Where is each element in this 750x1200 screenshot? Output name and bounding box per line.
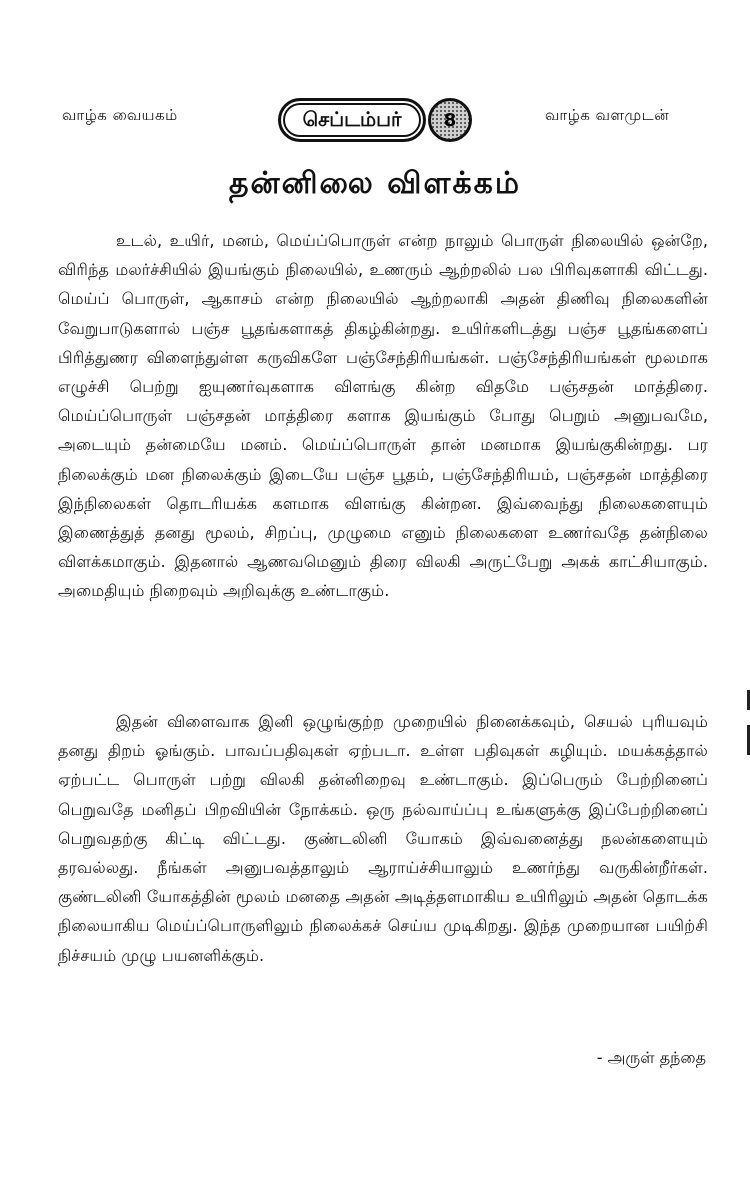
signature: - அருள் தந்தை xyxy=(596,1048,706,1067)
page-title: தன்னிலை விளக்கம் xyxy=(229,166,521,201)
month-label: செப்டம்பர் xyxy=(302,106,402,131)
day-number-circle xyxy=(428,98,472,142)
paragraph-1: உடல், உயிர், மனம், மெய்ப்பொருள் என்ற நாலும் பொருள் நிலையில் ஒன்றே, விரிந்த மலர்ச்சியில் இயங்கும் நிலையில், உணரும் ஆற்றலில் பல பிரிவுகளாகி விட்டது. மெய்ப் பொருள், ஆகாசம் என்ற நிலையில் ஆற்றலாகி அதன் திணிவு நிலைகளின் வேறுபாடுகளால் பஞ்ச பூதங்களாகத் திகழ்கின்றது. உயிர்களிடத்து பஞ்ச பூதங்களைப் பிரித்துணர விளைந்துள்ள கருவிகளே பஞ்சேந்திரியங்கள். பஞ்சேந்திரியங்கள் மூலமாக எழுச்சி பெற்று ஐயுணர்வுகளாக விளங்கு கின்ற விதமே பஞ்சதன் மாத்திரை. மெய்ப்பொருள் பஞ்சதன் மாத்திரை களாக இயங்கும் போது பெறும் அனுபவமே, அடையும் தன்மையே மனம். மெய்ப்பொருள் தான் மனமாக இயங்குகின்றது. பர நிலைக்கும் மன நிலைக்கும் இடையே பஞ்ச பூதம், பஞ்சேந்திரியம், பஞ்சதன் மாத்திரை இந்நிலைகள் தொடரியக்க களமாக விளங்கு கின்றன. இவ்வைந்து நிலைகளையும் இணைத்துத் தனது மூலம், சிறப்பு, முழுமை எனும் நிலைகளை உணர்வதே தன்நிலை விளக்கமாகும். இதனால் ஆணவமெனும் திரை விலகி அருட்பேறு அகக் காட்சியாகும். அமைதியும் நிறைவும் அறிவுக்கு உண்டாகும். xyxy=(58,231,708,601)
paragraph-2: இதன் விளைவாக இனி ஒழுங்குற்ற முறையில் நினைக்கவும், செயல் புரியவும் தனது திறம் ஓங்கும். பாவப்பதிவுகள் ஏற்படா. உள்ள பதிவுகள் கழியும். மயக்கத்தால் ஏற்பட்ட பொருள் பற்று விலகி தன்னிறைவு உண்டாகும். இப்பெரும் பேற்றினைப் பெறுவதே மனிதப் பிறவியின் நோக்கம். ஒரு நல்வாய்ப்பு உங்களுக்கு இப்பேற்றினைப் பெறுவதற்கு கிட்டி விட்டது. குண்டலினி யோகம் இவ்வனைத்து நலன்களையும் தரவல்லது. நீங்கள் அனுபவத்தாலும் ஆராய்ச்சியாலும் உணர்ந்து வருகின்றீர்கள். குண்டலினி யோகத்தின் மூலம் மனதை அதன் அடித்தளமாகிய உயிரிலும் அதன் தொடக்க நிலையாகிய மெய்ப்பொருளிலும் நிலைக்கச் செய்ய முடிகிறது. இந்த முறையான பயிற்சி நிச்சயம் முழு பயனளிக்கும். xyxy=(58,712,708,965)
day-number: 8 xyxy=(443,109,457,131)
header-right-motto: வாழ்க வளமுடன் xyxy=(545,106,670,124)
month-label-box xyxy=(278,98,426,142)
header-left-motto: வாழ்க வையகம் xyxy=(62,106,178,124)
